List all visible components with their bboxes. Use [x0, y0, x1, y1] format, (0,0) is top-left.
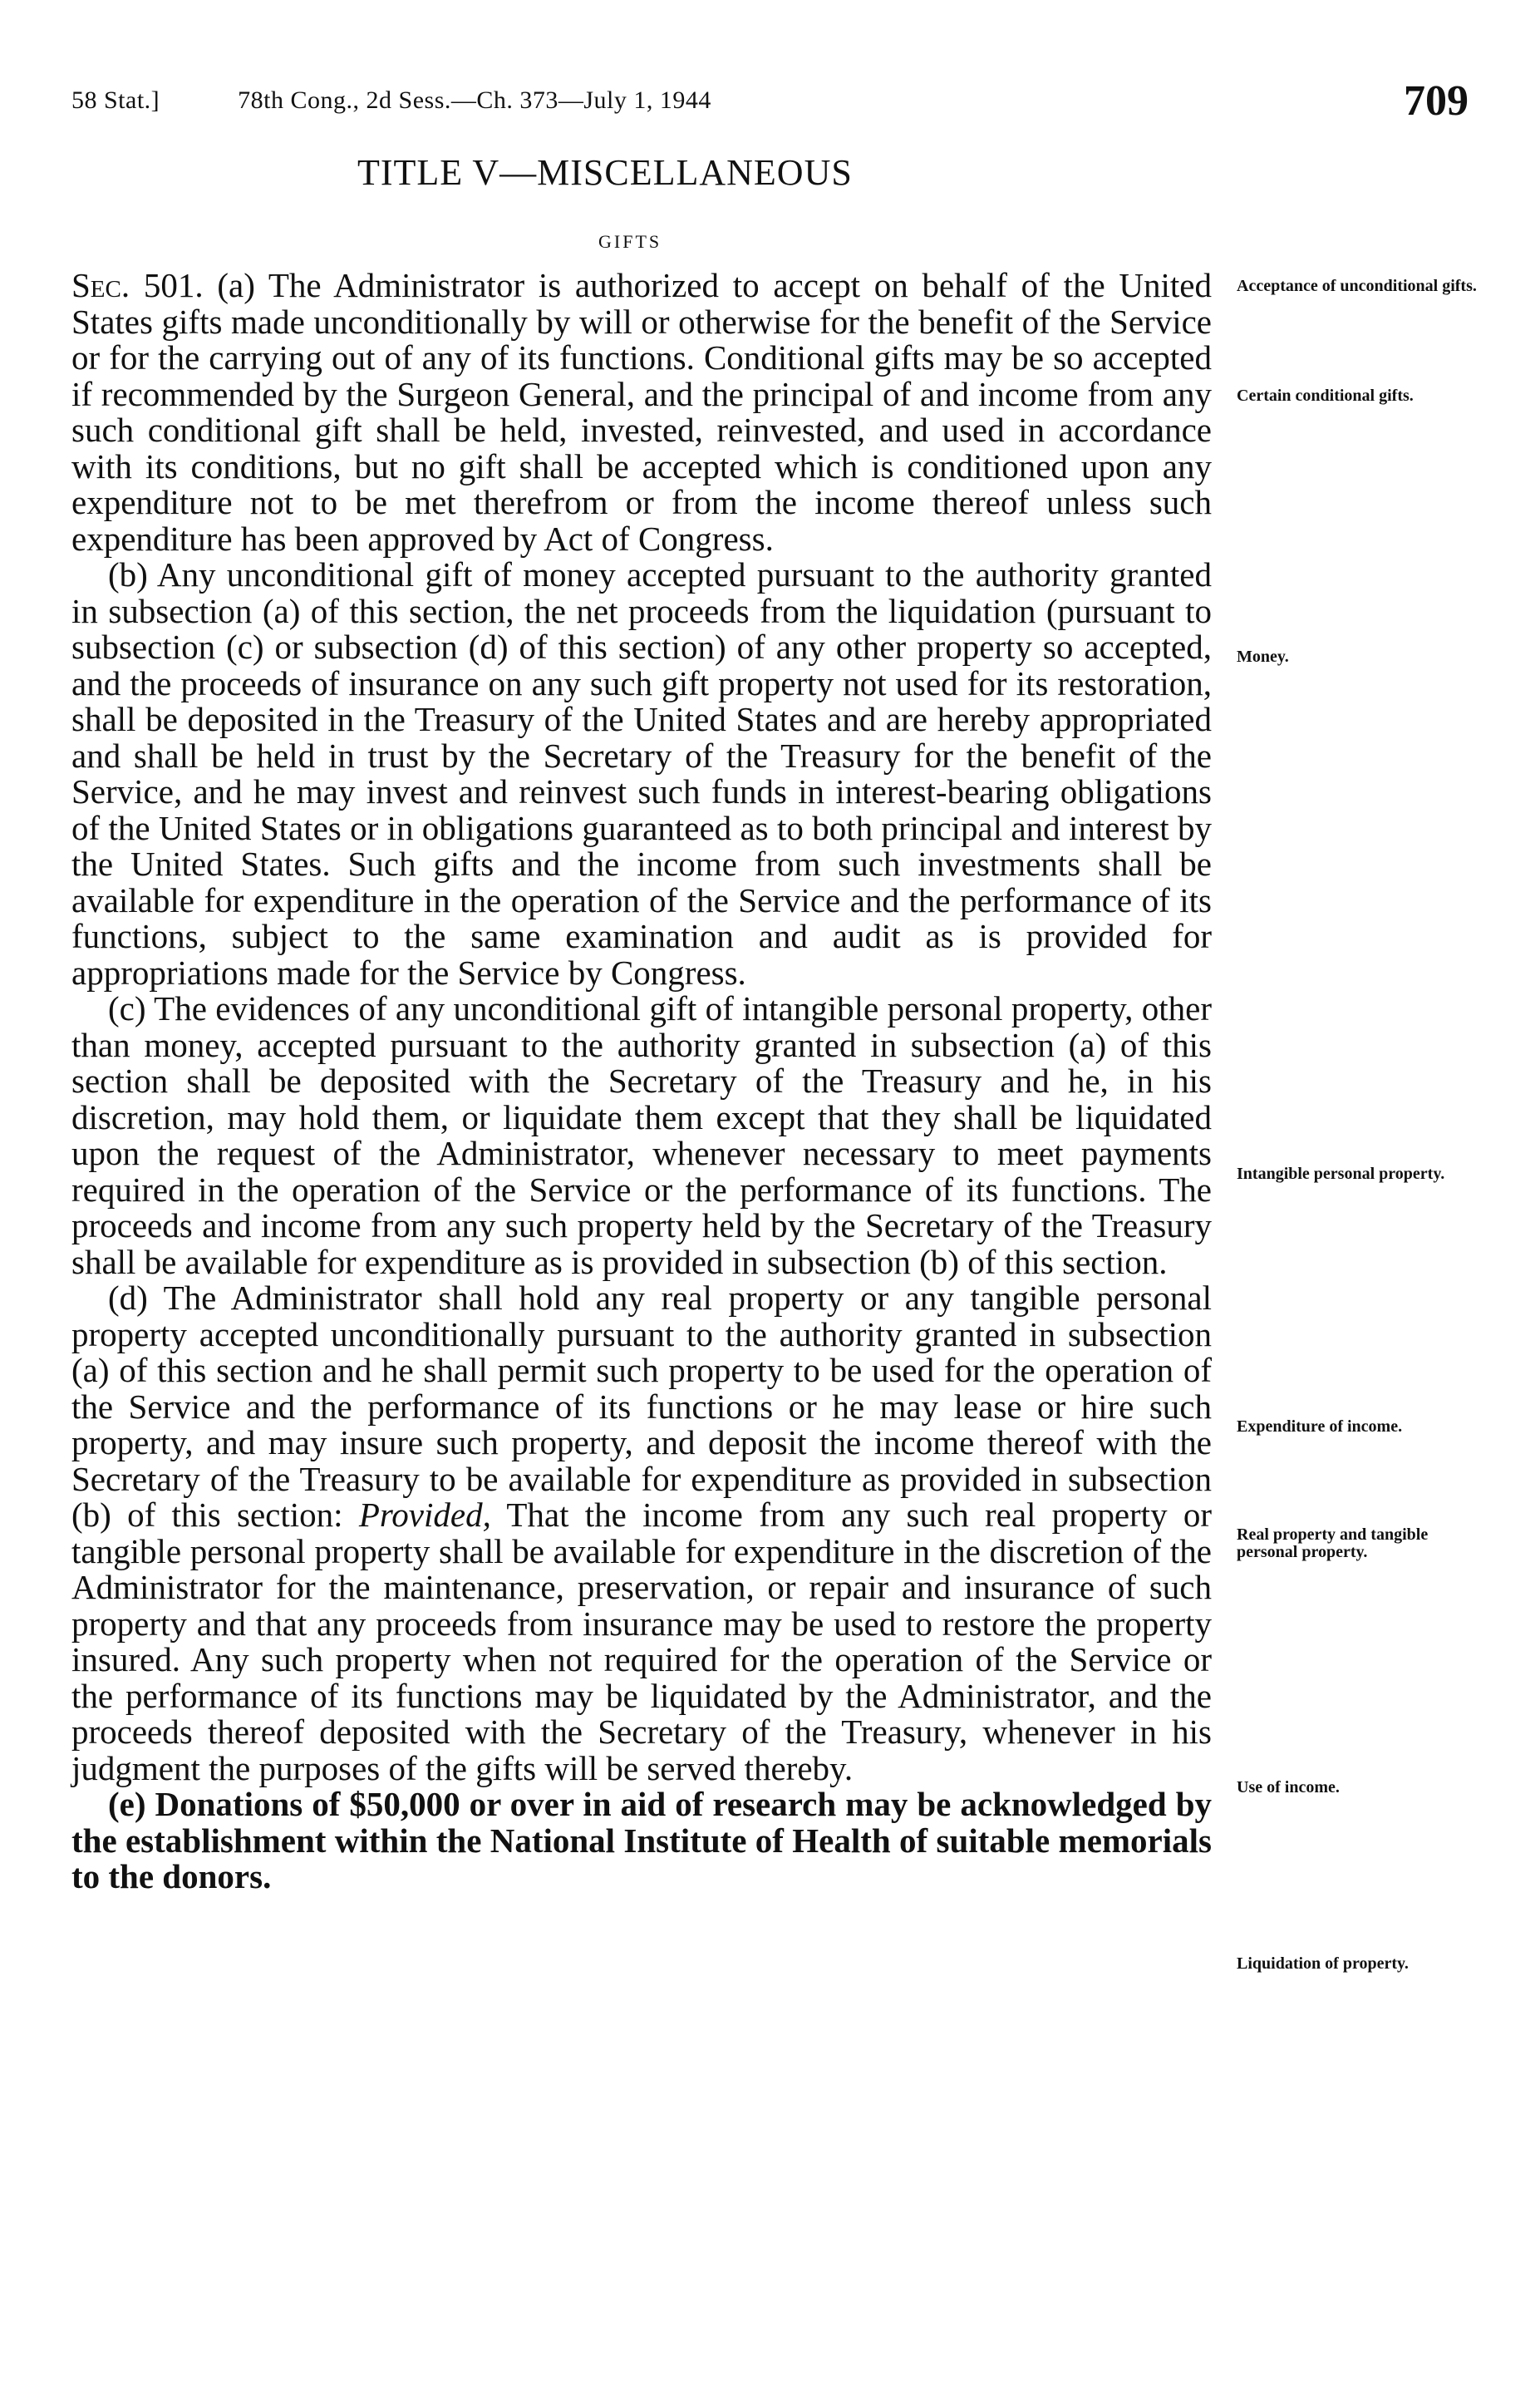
statute-body — [71, 268, 1212, 1895]
margin-note-money: Money. — [1237, 648, 1289, 666]
paragraph-d-text-after: That the income from any such real property or tangible personal property shall be available for expenditure in the discretion of the Administrator for the maintenance, preservation, or repair and insurance of such property and that any proceeds from insurance may be used to restore the property insured. Any such property when not required for the operation of the Service or the performance of its functions may be liquidated by the Administrator, and the proceeds thereof deposited with the Secretary of the Treasury, whenever in his judgment the purposes of the gifts will be served thereby. — [71, 1496, 1212, 1787]
section-heading: GIFTS — [598, 231, 662, 252]
running-header — [71, 86, 783, 115]
margin-note-expenditure: Expenditure of income. — [1237, 1417, 1403, 1436]
section-label: Sec. 501. — [71, 266, 204, 304]
paragraph-b: (b) Any unconditional gift of money accepted pursuant to the authority granted in subsection (a) of this section, the net proceeds from the liquidation (pursuant to subsection (c) or subsection (d) of this section) of any other property so accepted, and the proceeds of insurance on any such gift property not used for its restoration, shall be deposited in the Treasury of the United States and are hereby appropriated and shall be held in trust by the Secretary of the Treasury for the benefit of the Service, and he may invest and reinvest such funds in interest-bearing obligations of the United States or in obligations guaranteed as to both principal and interest by the United States. Such gifts and the income from such investments shall be available for expenditure in the operation of the Service and the performance of its functions, subject to the same examination and audit as is provided for appropriations made for the Service by Congress. — [71, 555, 1212, 992]
paragraph-a — [71, 268, 1212, 557]
paragraph-d-text-before: (d) The Administrator shall hold any real property or any tangible personal property accepted unconditionally pursuant to the authority granted in subsection (a) of this section and he shall permit such property to be used for the operation of the Service and the performance of its functions or he may lease or hire such property, and may insure such property, and deposit the income thereof with the Secretary of the Treasury to be available for expenditure as provided in subsection (b) of this section: — [71, 1279, 1212, 1534]
margin-note-use-of-income: Use of income. — [1237, 1778, 1340, 1796]
margin-note-intangible: Intangible personal property. — [1237, 1165, 1445, 1183]
margin-note-liquidation: Liquidation of property. — [1237, 1954, 1409, 1973]
proviso-word: Provided, — [358, 1496, 491, 1534]
title-heading: TITLE V—MISCELLANEOUS — [357, 152, 853, 193]
paragraph-d — [71, 1280, 1212, 1787]
margin-note-acceptance: Acceptance of unconditional gifts. — [1237, 277, 1477, 295]
margin-note-real-property: Real property and tangible personal property. — [1237, 1525, 1429, 1561]
paragraph-e: (e) Donations of $50,000 or over in aid of research may be acknowledged by the establishment within the National Institute of Health of suitable memorials to the donors. — [71, 1785, 1212, 1895]
margin-note-conditional: Certain conditional gifts. — [1237, 387, 1414, 405]
paragraph-c: (c) The evidences of any unconditional gift of intangible personal property, other than money, accepted pursuant to the authority granted in subsection (a) of this section shall be deposited with the Secretary of the Treasury and he, in his discretion, may hold them, or liquidate them except that they shall be liquidated upon the request of the Administrator, whenever necessary to meet payments required in the operation of the Service or the performance of its functions. The proceeds and income from any such property held by the Secretary of the Treasury shall be available for expenditure as is provided in subsection (b) of this section. — [71, 989, 1212, 1281]
congress-chapter-date: 78th Cong., 2d Sess.—Ch. 373—July 1, 1944 — [238, 86, 711, 114]
paragraph-a-text: (a) The Administrator is authorized to accept on behalf of the United States gifts made unconditionally by will or otherwise for the benefit of the Service or for the carrying out of any of its functions. Conditional gifts may be so accepted if recommended by the Surgeon General, and the principal of and income from any such conditional gift shall be held, invested, reinvested, and used in accordance with its conditions, but no gift shall be accepted which is conditioned upon any expenditure not to be met therefrom or from the income thereof unless such expenditure has been approved by Act of Congress. — [71, 266, 1212, 558]
statute-volume: 58 Stat.] — [71, 86, 160, 114]
page-number: 709 — [1404, 77, 1469, 125]
